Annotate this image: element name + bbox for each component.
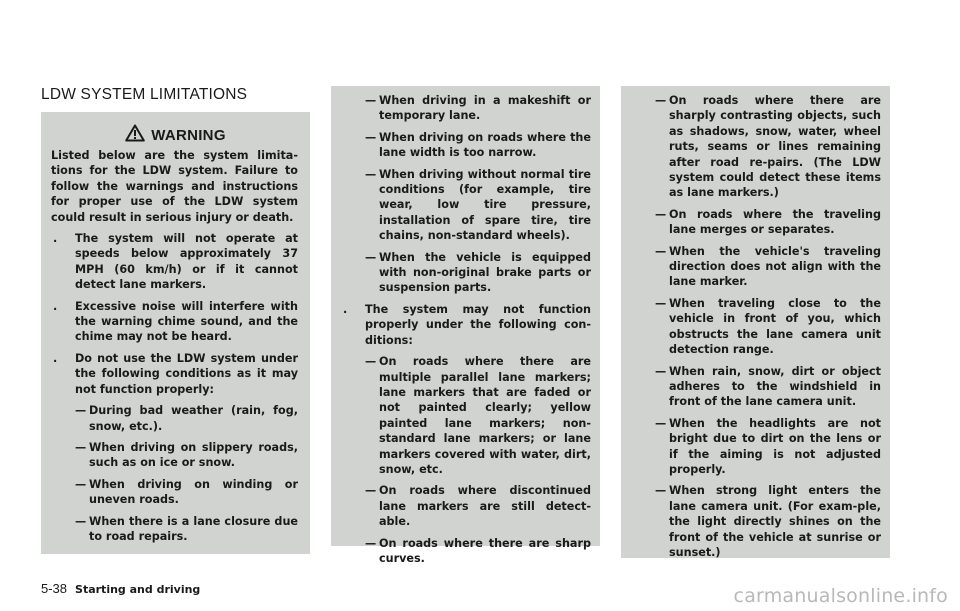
- dash-mark: —: [365, 250, 377, 264]
- bullet-text: The system will not operate at speeds below approximately 37 MPH (60 km/h) or if it cannot detect lane markers.: [75, 232, 298, 292]
- condition-text: When driving on winding or uneven roads.: [89, 477, 298, 507]
- condition-item: [655, 416, 881, 478]
- warning-panel-continued-2: [621, 86, 890, 558]
- dash-mark: —: [365, 130, 377, 144]
- condition-item: [365, 536, 591, 567]
- warning-title: WARNING: [151, 127, 226, 144]
- dash-mark: —: [75, 514, 87, 528]
- warning-panel: [41, 112, 310, 554]
- condition-item: [365, 354, 591, 477]
- condition-text: On roads where there are sharp curves.: [379, 536, 591, 565]
- bullet-mark: .: [53, 232, 58, 246]
- warning-panel-continued: [331, 86, 600, 565]
- page-footer: [41, 578, 200, 597]
- dash-mark: —: [75, 477, 87, 491]
- bullet-mark: .: [53, 351, 58, 365]
- dash-mark: —: [75, 404, 87, 418]
- bullet-text: The system may not function properly under the following con-ditions:: [365, 302, 591, 347]
- dash-mark: —: [655, 94, 667, 107]
- dash-mark: —: [655, 207, 667, 221]
- bullet-mark: .: [343, 302, 348, 316]
- warning-header: [41, 124, 310, 145]
- condition-text: On roads where discontinued lane markers are still detect-able.: [379, 484, 591, 529]
- dash-mark: —: [655, 416, 667, 430]
- dash-mark: —: [75, 440, 87, 454]
- condition-text: When driving on roads where the lane width is too narrow.: [379, 130, 591, 160]
- condition-item: [75, 440, 298, 471]
- watermark: carmanualsonline.info: [733, 585, 948, 607]
- list-item: [51, 299, 298, 345]
- condition-item: [365, 93, 591, 124]
- list-item: [341, 302, 591, 348]
- condition-text: When the headlights are not bright due to dirt on the lens or if the aiming is not adjusted properly.: [669, 416, 881, 476]
- dash-mark: —: [655, 296, 667, 310]
- dash-mark: —: [365, 94, 377, 107]
- dash-mark: —: [365, 536, 377, 550]
- dash-mark: —: [365, 355, 377, 369]
- condition-item: [75, 477, 298, 508]
- section-heading: LDW SYSTEM LIMITATIONS: [41, 86, 248, 103]
- warning-triangle-icon: [125, 124, 145, 145]
- condition-item: [365, 167, 591, 244]
- condition-text: During bad weather (rain, fog, snow, etc.).: [89, 404, 298, 433]
- condition-item: [365, 483, 591, 529]
- condition-item: [655, 296, 881, 358]
- bullet-text: Do not use the LDW system under the following conditions as it may not function properly:: [75, 351, 298, 396]
- condition-text: When driving without normal tire conditions (for example, tire wear, low tire pressure, installation of spare tire, tire chains, non-standard wheels).: [379, 167, 591, 243]
- condition-item: [655, 93, 881, 201]
- dash-mark: —: [365, 167, 377, 181]
- condition-item: [655, 207, 881, 238]
- dash-mark: —: [365, 484, 377, 498]
- dash-mark: —: [655, 364, 667, 378]
- condition-text: When the vehicle's traveling direction does not align with the lane marker.: [669, 244, 881, 289]
- condition-item: [655, 244, 881, 290]
- list-item: [51, 231, 298, 293]
- condition-text: When rain, snow, dirt or object adheres to the windshield in front of the lane camera unit.: [669, 364, 881, 409]
- condition-text: When driving on slippery roads, such as on ice or snow.: [89, 440, 298, 470]
- bullet-mark: .: [53, 299, 58, 313]
- condition-item: [365, 130, 591, 161]
- condition-item: [75, 403, 298, 434]
- condition-text: When strong light enters the lane camera unit. (For exam-ple, the light directly shines on the front of the vehicle at sunrise or sunset.): [669, 484, 881, 559]
- bullet-text: Excessive noise will interfere with the warning chime sound, and the chime may not be heard.: [75, 299, 298, 344]
- dash-mark: —: [655, 244, 667, 258]
- page-number: 5-38: [41, 581, 68, 596]
- footer-section-name: Starting and driving: [75, 583, 201, 596]
- condition-item: [655, 364, 881, 410]
- condition-item: [655, 483, 881, 560]
- condition-text: When the vehicle is equipped with non-original brake parts or suspension parts.: [379, 250, 591, 295]
- condition-item: [75, 514, 298, 545]
- condition-item: [365, 250, 591, 296]
- condition-text: When traveling close to the vehicle in front of you, which obstructs the lane camera unit detection range.: [669, 296, 881, 357]
- warning-intro: Listed below are the system limita-tions for the LDW system. Failure to follow the warnings and instructions for proper use of the LDW system could result in serious injury or death.: [51, 149, 298, 224]
- condition-text: When driving in a makeshift or temporary lane.: [379, 94, 591, 123]
- dash-mark: —: [655, 484, 667, 498]
- list-item: [51, 351, 298, 397]
- condition-text: On roads where there are multiple parallel lane markers; lane markers that are faded or not painted clearly; yellow painted lane markers; non-standard lane markers; or lane markers covered with water, dirt, snow, etc.: [379, 355, 591, 476]
- condition-text: When there is a lane closure due to road repairs.: [89, 514, 298, 543]
- condition-text: On roads where the traveling lane merges or separates.: [669, 207, 881, 237]
- condition-text: On roads where there are sharply contrasting objects, such as shadows, snow, water, wheel ruts, seams or lines remaining after road re-pairs. (The LDW system could detect these items as lane markers.): [669, 94, 881, 200]
